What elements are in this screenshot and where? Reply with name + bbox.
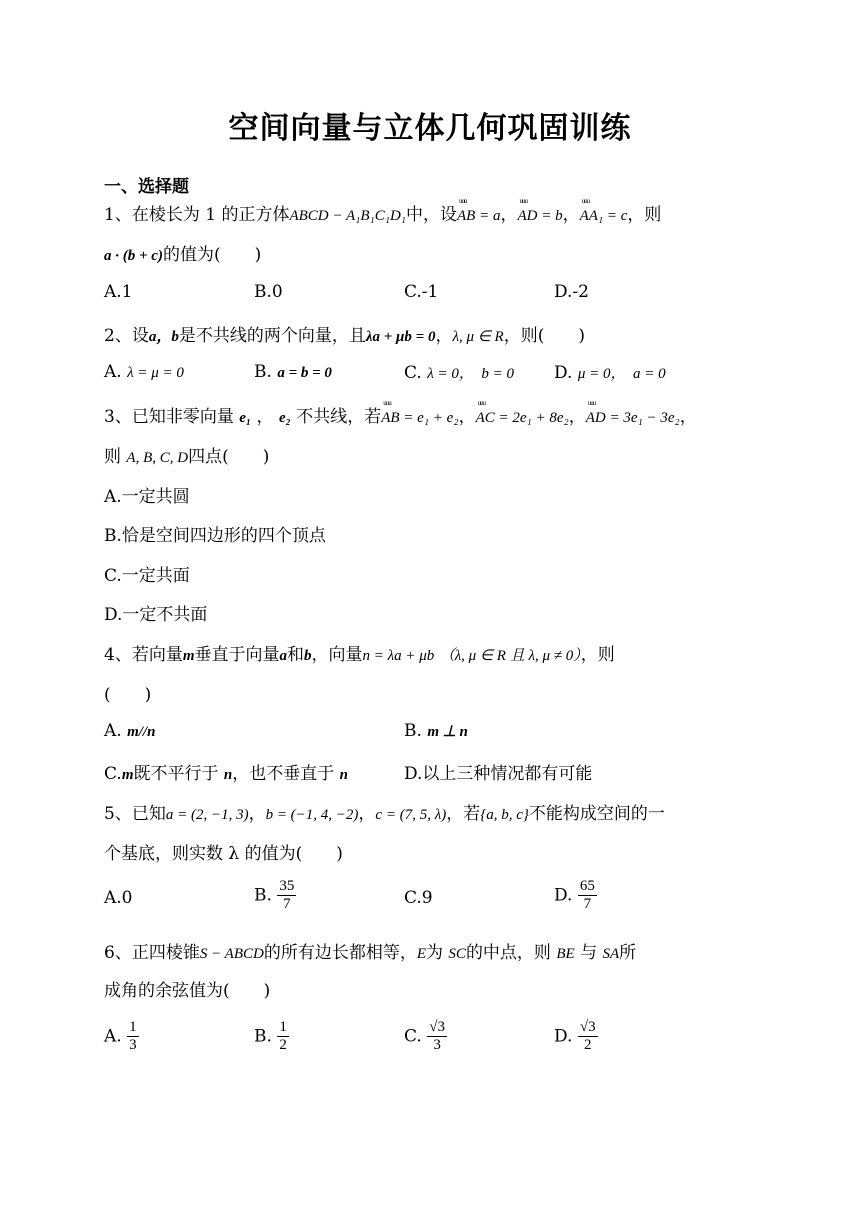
q1-text-4: 的值为( ) <box>162 245 262 265</box>
q5-text-2: ，若 <box>446 804 481 824</box>
q2-option-d: D. μ = 0， a = 0 <box>554 363 666 383</box>
q4-n-expression: n = λa + μb <box>362 648 435 664</box>
q2-option-b: B. a = b = 0 <box>254 362 332 382</box>
page-title: 空间向量与立体几何巩固训练 <box>228 111 632 146</box>
q4-b: b <box>304 648 312 664</box>
q3-text-1: 3、已知非零向量 <box>104 407 234 427</box>
question-6-line-2: 成角的余弦值为( ) <box>104 981 271 1001</box>
q1-expression: a · (b + c) <box>104 248 163 264</box>
q3-e1: e₁ <box>239 410 252 426</box>
q6-pyramid: S − ABCD <box>199 946 264 962</box>
question-2-line-1: 2、设a，b是不共线的两个向量，且λa + μb = 0，λ, μ ∈ R，则( ) <box>104 326 585 346</box>
q3-text-4: 四点( ) <box>188 447 270 467</box>
q1-cube: ABCD − A₁B₁C₁D₁ <box>289 208 406 224</box>
q5-text-3: 不能构成空间的一 <box>528 804 665 824</box>
q1-vector-ab: uuu AB = a <box>457 208 500 225</box>
q1-option-c: C.-1 <box>404 282 439 302</box>
q3-vector-ac: uuu AC = 2e₁ + 8e₂ <box>476 410 569 427</box>
q5-vector-a: a = (2, −1, 3) <box>165 807 249 823</box>
q1-vector-aa1: uuu AA₁ = c <box>580 208 628 225</box>
q3-text-2: 不共线，若 <box>296 407 382 427</box>
q5-set: {a, b, c} <box>480 807 529 823</box>
q4-m: m <box>182 648 195 664</box>
q5-option-a: A.0 <box>104 888 133 908</box>
q6-text-1: 6、正四棱锥 <box>104 943 200 963</box>
q4-option-a: A. m//n <box>104 721 156 741</box>
q3-vector-ab: uuu AB = e₁ + e₂ <box>381 410 458 427</box>
q5-option-b: B. $\frac{35}{7}$ <box>254 878 295 912</box>
q4-a: a <box>279 648 287 664</box>
q1-option-a: A.1 <box>104 282 133 302</box>
question-4-line-1 <box>104 640 615 665</box>
q1-text-3: ，则 <box>627 205 662 225</box>
q4-text-1: 4、若向量 <box>104 645 183 665</box>
q5-option-d: D. $\frac{65}{7}$ <box>554 878 595 912</box>
q2-option-a: A. λ = μ = 0 <box>104 362 184 382</box>
q4-condition: （λ, μ ∈ R 且 λ, μ ≠ 0） <box>439 648 581 664</box>
q2-text-1: 2、设 <box>104 326 149 346</box>
q5-text-1: 5、已知 <box>104 804 166 824</box>
q2-vectors: a，b <box>148 329 179 345</box>
q6-option-c: C. $\frac{√3}{3}$ <box>404 1019 445 1053</box>
q4-text-4: ，向量 <box>311 645 363 665</box>
q2-condition: λ, μ ∈ R <box>452 329 504 345</box>
q2-option-c: C. λ = 0， b = 0 <box>404 363 514 383</box>
q3-e2: e₂ <box>278 410 291 426</box>
section-heading: 一、选择题 <box>104 177 189 197</box>
q3-option-c: C.一定共面 <box>104 566 190 586</box>
q4-text-2: 垂直于向量 <box>194 645 280 665</box>
q4-option-c: C.m既不平行于 n，也不垂直于 n <box>104 764 348 784</box>
q4-option-d: D.以上三种情况都有可能 <box>404 764 593 784</box>
question-5-line-1: 5、已知a = (2, −1, 3)，b = (−1, 4, −2)，c = (7, 5, λ)，若{a, b, c}不能构成空间的一 <box>104 804 665 824</box>
q6-option-b: B. $\frac{1}{2}$ <box>254 1019 287 1053</box>
q3-option-b: B.恰是空间四边形的四个顶点 <box>104 526 326 546</box>
q4-text-5: ，则 <box>580 645 615 665</box>
q1-option-b: B.0 <box>254 282 283 302</box>
question-1-line-1: 1、在棱长为 1 的正方体ABCD − A₁B₁C₁D₁中，设uuu AB = a，uuu AD = b，uuu AA₁ = c，则 <box>104 200 661 225</box>
q2-equation: λa + μb = 0 <box>365 329 436 345</box>
q3-text-3: 则 <box>104 447 121 467</box>
q4-answer-paren: ( ) <box>104 685 152 705</box>
q3-vector-ad: uuu AD = 3e₁ − 3e₂ <box>586 410 680 427</box>
question-1-line-2 <box>104 240 261 265</box>
q2-text-2: 是不共线的两个向量，且 <box>178 326 366 346</box>
q5-vector-c: c = (7, 5, λ) <box>375 807 447 823</box>
question-6-line-1: 6、正四棱锥S − ABCD的所有边长都相等，E为 SC的中点，则 BE 与 SA所 <box>104 943 637 963</box>
q6-option-d: D. $\frac{√3}{2}$ <box>554 1019 596 1053</box>
q3-points: A, B, C, D <box>126 450 189 466</box>
q4-option-b: B. m ⊥ n <box>404 721 468 741</box>
q6-text-2: 的所有边长都相等， <box>263 943 417 963</box>
question-5-line-2: 个基底，则实数 λ 的值为( ) <box>104 844 343 864</box>
q4-text-3: 和 <box>287 645 304 665</box>
q1-vector-ad: uuu AD = b <box>517 208 562 225</box>
q3-option-d: D.一定不共面 <box>104 605 208 625</box>
q5-option-c: C.9 <box>404 888 433 908</box>
q1-text-1: 1、在棱长为 1 的正方体 <box>104 205 290 225</box>
question-3-line-1: 3、已知非零向量 e₁ ， e₂ 不共线，若uuu AB = e₁ + e₂，uuu AC = 2e₁ + 8e₂，uuu AD = 3e₁ − 3e₂， <box>104 402 697 427</box>
q3-option-a: A.一定共圆 <box>104 487 190 507</box>
q5-vector-b: b = (−1, 4, −2) <box>265 807 359 823</box>
q2-text-3: ，则( ) <box>503 326 585 346</box>
q6-option-a: A. $\frac{1}{3}$ <box>104 1019 137 1053</box>
q1-text-2: 中，设 <box>406 205 457 225</box>
q1-option-d: D.-2 <box>554 282 589 302</box>
question-3-line-2 <box>104 442 269 467</box>
